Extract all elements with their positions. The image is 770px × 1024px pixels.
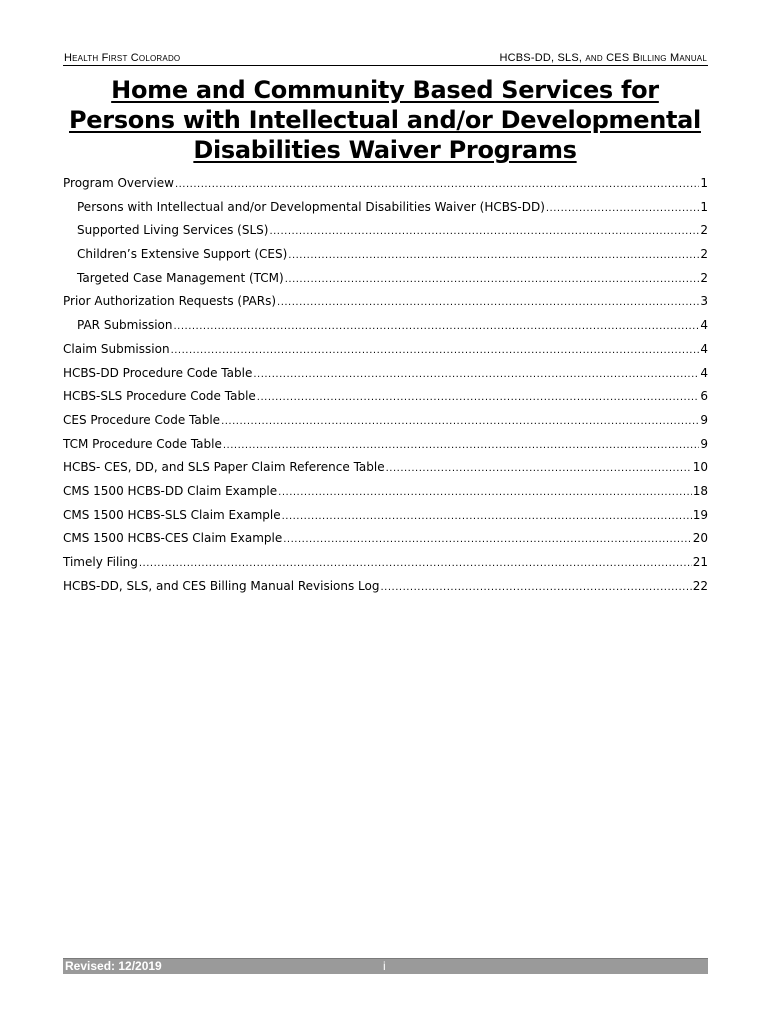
toc-entry[interactable]: [63, 480, 708, 504]
toc-leader-dots: [386, 456, 692, 481]
toc-entry[interactable]: [63, 362, 708, 386]
toc-leader-dots: [171, 338, 700, 363]
toc-entry-label[interactable]: HCBS-DD Procedure Code Table: [63, 365, 253, 380]
toc-entry-page-number[interactable]: 19: [692, 507, 708, 522]
toc-entry[interactable]: [63, 243, 708, 267]
toc-entry[interactable]: [63, 456, 708, 480]
toc-entry-label[interactable]: CMS 1500 HCBS-SLS Claim Example: [63, 507, 281, 522]
toc-entry-page-number[interactable]: 4: [700, 365, 708, 380]
toc-entry-page-number[interactable]: 20: [692, 531, 708, 546]
header-organization: Health First Colorado: [64, 52, 181, 64]
toc-entry[interactable]: [63, 267, 708, 291]
toc-entry[interactable]: [63, 433, 708, 457]
toc-entry[interactable]: [63, 504, 708, 528]
table-of-contents: [63, 172, 708, 598]
toc-entry-label[interactable]: TCM Procedure Code Table: [63, 436, 222, 451]
toc-entry[interactable]: [63, 196, 708, 220]
toc-leader-dots: [285, 267, 700, 292]
toc-leader-dots: [257, 385, 700, 410]
toc-entry-page-number[interactable]: 22: [692, 578, 708, 593]
toc-entry-label[interactable]: Targeted Case Management (TCM): [77, 270, 284, 285]
toc-entry[interactable]: [63, 575, 708, 599]
toc-entry-label[interactable]: Children’s Extensive Support (CES): [77, 247, 288, 262]
toc-leader-dots: [253, 362, 699, 387]
page-footer: [63, 958, 708, 974]
toc-entry-page-number[interactable]: 1: [700, 199, 708, 214]
toc-leader-dots: [381, 575, 692, 600]
toc-entry-label[interactable]: Prior Authorization Requests (PARs): [63, 294, 277, 309]
toc-entry-page-number[interactable]: 6: [700, 389, 708, 404]
toc-entry-page-number[interactable]: 9: [700, 412, 708, 427]
header-manual-title: HCBS-DD, SLS, and CES Billing Manual: [499, 52, 707, 64]
toc-leader-dots: [139, 551, 692, 576]
toc-leader-dots: [221, 409, 699, 434]
toc-entry[interactable]: [63, 219, 708, 243]
toc-entry-page-number[interactable]: 10: [692, 460, 708, 475]
toc-entry[interactable]: [63, 409, 708, 433]
toc-entry[interactable]: [63, 338, 708, 362]
toc-entry-page-number[interactable]: 4: [700, 318, 708, 333]
toc-entry-page-number[interactable]: 2: [700, 270, 708, 285]
toc-entry-label[interactable]: CMS 1500 HCBS-DD Claim Example: [63, 483, 278, 498]
toc-entry-label[interactable]: Claim Submission: [63, 341, 170, 356]
toc-leader-dots: [283, 527, 691, 552]
toc-entry[interactable]: [63, 290, 708, 314]
toc-entry-page-number[interactable]: 2: [700, 223, 708, 238]
toc-entry[interactable]: [63, 314, 708, 338]
page-number: i: [383, 959, 386, 973]
toc-entry-page-number[interactable]: 3: [700, 294, 708, 309]
toc-entry-page-number[interactable]: 1: [700, 176, 708, 190]
toc-entry-label[interactable]: CMS 1500 HCBS-CES Claim Example: [63, 531, 283, 546]
toc-entry-label[interactable]: Timely Filing: [63, 555, 138, 569]
document-title: Home and Community Based Services for Persons with Intellectual and/or Developmental Disabilities Waiver Programs: [69, 76, 701, 164]
toc-entry-label[interactable]: Persons with Intellectual and/or Developmental Disabilities Waiver (HCBS-DD): [77, 199, 545, 214]
toc-entry-page-number[interactable]: 18: [692, 483, 708, 498]
toc-entry-label[interactable]: HCBS-DD, SLS, and CES Billing Manual Revisions Log: [63, 578, 380, 593]
toc-entry-page-number[interactable]: 2: [700, 247, 708, 262]
toc-entry-page-number[interactable]: 9: [700, 436, 708, 451]
toc-leader-dots: [282, 504, 692, 529]
toc-leader-dots: [288, 243, 699, 268]
toc-entry-label[interactable]: PAR Submission: [77, 318, 173, 333]
toc-entry[interactable]: [63, 551, 708, 575]
toc-entry-label[interactable]: HCBS- CES, DD, and SLS Paper Claim Reference Table: [63, 460, 385, 475]
toc-leader-dots: [546, 196, 699, 221]
toc-entry[interactable]: [63, 527, 708, 551]
toc-leader-dots: [175, 172, 699, 197]
toc-entry-page-number[interactable]: 4: [700, 341, 708, 356]
toc-entry-label[interactable]: Program Overview: [63, 176, 174, 190]
toc-entry-label[interactable]: HCBS-SLS Procedure Code Table: [63, 389, 256, 404]
toc-leader-dots: [278, 480, 692, 505]
toc-entry[interactable]: [63, 385, 708, 409]
toc-entry-page-number[interactable]: 21: [692, 555, 708, 569]
toc-entry[interactable]: [63, 172, 708, 196]
toc-leader-dots: [223, 433, 700, 458]
toc-leader-dots: [173, 314, 699, 339]
toc-entry-label[interactable]: Supported Living Services (SLS): [77, 223, 269, 238]
running-header: [63, 49, 708, 66]
revision-date: Revised: 12/2019: [65, 959, 162, 973]
toc-entry-label[interactable]: CES Procedure Code Table: [63, 412, 221, 427]
toc-leader-dots: [269, 219, 699, 244]
toc-leader-dots: [277, 290, 699, 315]
